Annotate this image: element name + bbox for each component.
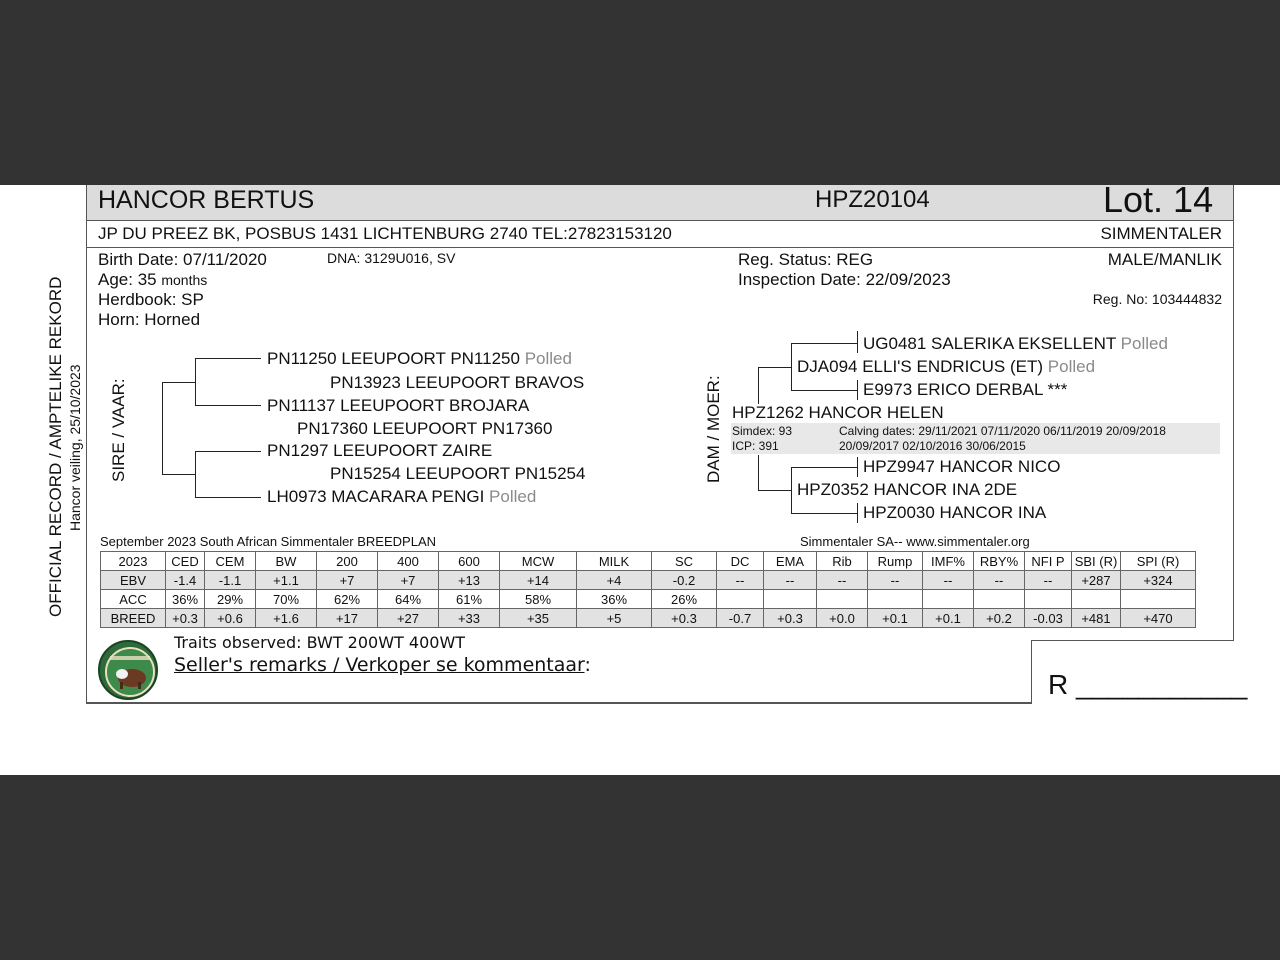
- pedigree-line: [857, 380, 858, 400]
- pedigree-line: [857, 503, 858, 523]
- ebv-table: [100, 551, 1196, 628]
- birth-date: Birth Date: 07/11/2020: [98, 250, 267, 269]
- ebv-header: 400: [378, 552, 439, 571]
- ebv-cell: +1.6: [256, 609, 317, 628]
- ebv-cell: +0.3: [652, 609, 717, 628]
- seller-remarks-label: Seller's remarks / Verkoper se kommentaar: [174, 654, 585, 676]
- horn-status: Horn: Horned: [98, 310, 201, 329]
- ebv-cell: --: [923, 571, 974, 590]
- ebv-header: MCW: [500, 552, 577, 571]
- ebv-cell: [923, 590, 974, 609]
- price-field[interactable]: R ___________: [1048, 669, 1248, 700]
- ebv-cell: [764, 590, 817, 609]
- ebv-header: IMF%: [923, 552, 974, 571]
- ebv-header-row: [101, 552, 1196, 571]
- pedigree-line: [195, 451, 261, 452]
- ebv-cell: 61%: [439, 590, 500, 609]
- ebv-cell: +0.1: [868, 609, 923, 628]
- dam-great-granddam-1: E9973 ERICO DERBAL ***: [863, 380, 1068, 399]
- ebv-header: CED: [166, 552, 205, 571]
- dam-grandsire-name: DJA094 ELLI'S ENDRICUS (ET): [797, 357, 1044, 376]
- traits-observed: Traits observed: BWT 200WT 400WT: [174, 633, 466, 652]
- pedigree-line: [162, 474, 195, 475]
- ebv-cell: +0.3: [166, 609, 205, 628]
- sire-grandsire-1-name: PN11250 LEEUPOORT PN11250: [267, 349, 520, 368]
- ebv-header: SC: [652, 552, 717, 571]
- pedigree-line: [857, 331, 858, 353]
- pedigree-line: [791, 513, 857, 514]
- ebv-header: MILK: [577, 552, 652, 571]
- polled-note: Polled: [1047, 357, 1096, 376]
- age: [98, 270, 207, 290]
- ebv-cell: --: [717, 571, 764, 590]
- ebv-cell: +7: [378, 571, 439, 590]
- herdbook: Herdbook: SP: [98, 290, 204, 309]
- ebv-cell: [868, 590, 923, 609]
- sire-granddam-2-name: LH0973 MACARARA PENGI: [267, 487, 485, 506]
- ebv-cell: +470: [1121, 609, 1196, 628]
- breed-label: SIMMENTALER: [1100, 224, 1222, 243]
- pedigree-line: [758, 490, 791, 491]
- ebv-cell: [974, 590, 1025, 609]
- sire-grandsire-2: PN1297 LEEUPOORT ZAIRE: [267, 441, 493, 460]
- sire-grandsire: PN13923 LEEUPOORT BRAVOS: [330, 373, 585, 392]
- pedigree-line: [195, 358, 196, 405]
- ebv-cell: --: [1025, 571, 1072, 590]
- polled-note: Polled: [524, 349, 572, 368]
- ebv-header: BW: [256, 552, 317, 571]
- inspection-date: Inspection Date: 22/09/2023: [738, 270, 951, 289]
- seller-remarks-colon: :: [584, 654, 591, 676]
- reg-status: Reg. Status: REG: [738, 250, 874, 269]
- ebv-row: [101, 571, 1196, 590]
- pedigree-line: [758, 455, 759, 491]
- dam-simdex: Simdex: 93: [732, 424, 793, 438]
- simmentaler-logo-icon: [98, 640, 158, 700]
- animal-reg-id: HPZ20104: [815, 186, 930, 213]
- ebv-cell: -1.4: [166, 571, 205, 590]
- ebv-cell: [1121, 590, 1196, 609]
- dam-great-grandsire-1: [863, 334, 1168, 354]
- pedigree-line: [758, 367, 759, 404]
- ebv-cell: +5: [577, 609, 652, 628]
- acc-row: [101, 590, 1196, 609]
- pedigree-line: [162, 382, 163, 474]
- ebv-header: Rib: [817, 552, 868, 571]
- ebv-cell: +0.1: [923, 609, 974, 628]
- pedigree-line: [791, 467, 792, 513]
- ebv-cell: +0.2: [974, 609, 1025, 628]
- ebv-cell: [717, 590, 764, 609]
- pedigree-line: [791, 390, 857, 391]
- owner-address: JP DU PREEZ BK, POSBUS 1431 LICHTENBURG 2740 TEL:27823153120: [98, 224, 672, 243]
- pedigree-line: [791, 343, 857, 344]
- ebv-header: SPI (R): [1121, 552, 1196, 571]
- breedplan-site: Simmentaler SA-- www.simmentaler.org: [800, 534, 1030, 549]
- ebv-cell: +324: [1121, 571, 1196, 590]
- ebv-cell: +27: [378, 609, 439, 628]
- ebv-cell: 58%: [500, 590, 577, 609]
- dam-name: HPZ1262 HANCOR HELEN: [732, 403, 944, 422]
- ebv-cell: --: [764, 571, 817, 590]
- ebv-cell: 36%: [577, 590, 652, 609]
- dam-grandsire: [797, 357, 1095, 377]
- sire-granddam-1: PN11137 LEEUPOORT BROJARA: [267, 396, 530, 415]
- pedigree-line: [758, 367, 791, 368]
- ebv-header: SBI (R): [1072, 552, 1121, 571]
- ebv-cell: [817, 590, 868, 609]
- lot-number: Lot. 14: [1103, 179, 1214, 220]
- ebv-cell: ACC: [101, 590, 166, 609]
- ebv-cell: +481: [1072, 609, 1121, 628]
- polled-note: Polled: [489, 487, 537, 506]
- age-unit: months: [161, 272, 208, 288]
- pedigree-line: [195, 405, 261, 406]
- ebv-cell: +13: [439, 571, 500, 590]
- sire-granddam: PN15254 LEEUPOORT PN15254: [330, 464, 586, 483]
- sire-granddam-2: [267, 487, 536, 507]
- dam-granddam: HPZ0352 HANCOR INA 2DE: [797, 480, 1018, 499]
- ebv-cell: [1025, 590, 1072, 609]
- breedplan-title: September 2023 South African Simmentaler BREEDPLAN: [100, 534, 437, 549]
- sex-label: MALE/MANLIK: [1107, 250, 1222, 269]
- ebv-cell: EBV: [101, 571, 166, 590]
- ebv-cell: BREED: [101, 609, 166, 628]
- dam-great-granddam-2: HPZ0030 HANCOR INA: [863, 503, 1047, 522]
- ebv-cell: +0.6: [205, 609, 256, 628]
- pedigree-line: [195, 451, 196, 498]
- ebv-cell: +287: [1072, 571, 1121, 590]
- dam-calving-dates-2: 20/09/2017 02/10/2016 30/06/2015: [839, 439, 1026, 453]
- ebv-cell: +1.1: [256, 571, 317, 590]
- pedigree-line: [195, 358, 261, 359]
- dam-icp: ICP: 391: [732, 439, 779, 453]
- ebv-cell: -1.1: [205, 571, 256, 590]
- pedigree-line: [857, 457, 858, 477]
- ebv-cell: 29%: [205, 590, 256, 609]
- ebv-header: CEM: [205, 552, 256, 571]
- dam-calving-dates: Calving dates: 29/11/2021 07/11/2020 06/11/2019 20/09/2018: [839, 424, 1166, 438]
- ebv-cell: +7: [317, 571, 378, 590]
- ebv-header: 200: [317, 552, 378, 571]
- ebv-header: RBY%: [974, 552, 1025, 571]
- ebv-cell: 36%: [166, 590, 205, 609]
- ebv-cell: +35: [500, 609, 577, 628]
- pedigree-line: [162, 382, 195, 383]
- ebv-cell: --: [868, 571, 923, 590]
- animal-name: HANCOR BERTUS: [98, 186, 315, 214]
- ebv-cell: -0.2: [652, 571, 717, 590]
- pedigree-line: [791, 467, 857, 468]
- ebv-cell: -0.03: [1025, 609, 1072, 628]
- dam-great-grandsire-2: HPZ9947 HANCOR NICO: [863, 457, 1061, 476]
- dam-label: DAM / MOER:: [704, 375, 723, 483]
- age-value: Age: 35: [98, 270, 157, 289]
- ebv-cell: 70%: [256, 590, 317, 609]
- sire-label: SIRE / VAAR:: [109, 378, 128, 482]
- ebv-header: 600: [439, 552, 500, 571]
- ebv-cell: 26%: [652, 590, 717, 609]
- ebv-cell: +4: [577, 571, 652, 590]
- dna-info: DNA: 3129U016, SV: [327, 250, 456, 266]
- ebv-cell: -0.7: [717, 609, 764, 628]
- official-record-label: OFFICIAL RECORD / AMPTELIKE REKORD: [46, 276, 65, 617]
- reg-number: Reg. No: 103444832: [1092, 291, 1222, 307]
- polled-note: Polled: [1120, 334, 1168, 353]
- ebv-cell: +17: [317, 609, 378, 628]
- ebv-cell: --: [974, 571, 1025, 590]
- ebv-cell: 62%: [317, 590, 378, 609]
- ebv-cell: --: [817, 571, 868, 590]
- ebv-header: EMA: [764, 552, 817, 571]
- ebv-header: Rump: [868, 552, 923, 571]
- ebv-cell: +0.3: [764, 609, 817, 628]
- ebv-header: DC: [717, 552, 764, 571]
- ebv-header: NFI P: [1025, 552, 1072, 571]
- sale-info: Hancor veiling, 25/10/2023: [67, 364, 83, 531]
- ebv-cell: 64%: [378, 590, 439, 609]
- ebv-cell: +33: [439, 609, 500, 628]
- pedigree-line: [791, 343, 792, 390]
- sire-grandsire-1: [267, 349, 572, 369]
- sire-name: PN17360 LEEUPOORT PN17360: [297, 419, 553, 438]
- ebv-header: 2023: [101, 552, 166, 571]
- frame-bottom: [86, 703, 1032, 704]
- ebv-cell: +14: [500, 571, 577, 590]
- dam-great-grandsire-1-name: UG0481 SALERIKA EKSELLENT: [863, 334, 1116, 353]
- seller-remarks: [174, 654, 591, 676]
- pedigree-line: [195, 497, 261, 498]
- pedigree-card: [0, 179, 1280, 775]
- breed-row: [101, 609, 1196, 628]
- ebv-cell: +0.0: [817, 609, 868, 628]
- ebv-cell: [1072, 590, 1121, 609]
